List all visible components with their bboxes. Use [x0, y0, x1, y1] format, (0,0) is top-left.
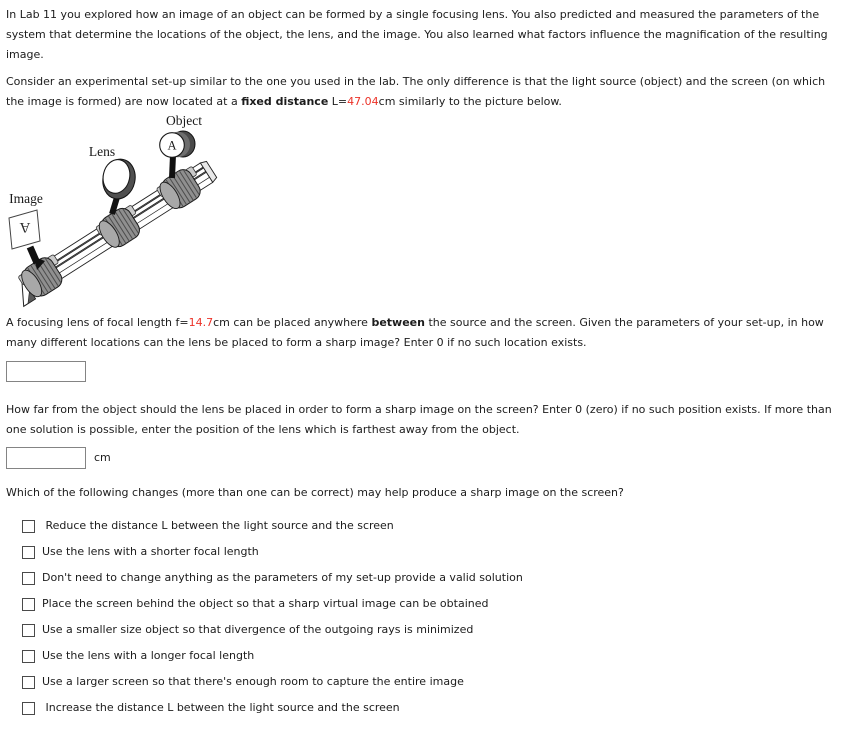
option-row-larger-screen	[22, 669, 842, 695]
checkbox-no-change[interactable]	[22, 572, 35, 585]
option-row-smaller-object	[22, 617, 842, 643]
options-list	[6, 513, 842, 721]
checkbox-reduce-L[interactable]	[22, 520, 35, 533]
figure-label-image: Image	[9, 191, 43, 206]
q1-text-pre: A focusing lens of focal length f=	[6, 316, 189, 329]
option-row-reduce-L	[22, 513, 842, 539]
optical-bench-svg	[6, 108, 236, 308]
option-row-screen-behind	[22, 591, 842, 617]
checkbox-shorter-focal[interactable]	[22, 546, 35, 559]
q1-text-mid: cm can be placed anywhere	[213, 316, 372, 329]
unit-label: cm	[94, 451, 111, 464]
checkbox-larger-screen[interactable]	[22, 676, 35, 689]
image-screen	[9, 210, 45, 270]
option-label: Use a larger screen so that there's enough room to capture the entire image	[42, 675, 464, 688]
setup-text-post: cm similarly to the picture below.	[378, 95, 562, 108]
image-letter: A	[19, 219, 31, 235]
option-row-increase-L	[22, 695, 842, 721]
distance-answer-row	[6, 447, 842, 469]
question1-paragraph	[6, 313, 842, 353]
setup-paragraph	[6, 72, 842, 112]
object-letter: A	[167, 138, 177, 153]
option-label: Place the screen behind the object so that a sharp virtual image can be obtained	[42, 597, 489, 610]
option-label: Use the lens with a longer focal length	[42, 649, 255, 662]
fixed-distance-bold: fixed distance	[241, 95, 329, 108]
option-label: Use the lens with a shorter focal length	[42, 545, 259, 558]
q2-text: How far from the object should the lens be placed in order to form a sharp image on the screen? Enter 0 (zero) if no such position exists. If more than one solution is possible, enter the position of the lens which is farthest away from the object.	[6, 403, 832, 436]
checkbox-increase-L[interactable]	[22, 702, 35, 715]
checkbox-screen-behind[interactable]	[22, 598, 35, 611]
focal-length-value: 14.7	[188, 316, 214, 329]
checkbox-longer-focal[interactable]	[22, 650, 35, 663]
figure-label-lens: Lens	[88, 144, 116, 159]
q1-between-bold: between	[371, 316, 425, 329]
option-row-shorter-focal	[22, 539, 842, 565]
option-label: Use a smaller size object so that divergence of the outgoing rays is minimized	[42, 623, 474, 636]
option-label: Increase the distance L between the light source and the screen	[42, 701, 400, 714]
intro-text: In Lab 11 you explored how an image of an object can be formed by a single focusing lens. You also predicted and measured the parameters of the system that determine the locations of the object, the lens, and the image. You also learned what factors influence the magnification of the resulting image.	[6, 8, 828, 61]
distance-L-value: 47.04	[347, 95, 379, 108]
option-row-longer-focal	[22, 643, 842, 669]
figure-label-object: Object	[166, 113, 202, 128]
checkbox-smaller-object[interactable]	[22, 624, 35, 637]
question3-paragraph	[6, 483, 842, 503]
lens-ring	[99, 156, 139, 214]
setup-text-pre: Consider an experimental set-up similar to the one you used in the lab. The only difference is that the light source (object) and the screen (on which the image is formed) are now located at a	[6, 75, 826, 108]
option-row-no-change	[22, 565, 842, 591]
option-label: Don't need to change anything as the parameters of my set-up provide a valid solution	[42, 571, 523, 584]
q1-text-post: the source and the screen. Given the parameters of your set-up, in how many different locations can the lens be placed to form a sharp image? Enter 0 if no such location exists.	[6, 316, 824, 349]
intro-paragraph	[6, 5, 842, 65]
question2-paragraph	[6, 400, 842, 440]
optical-bench-figure	[6, 108, 236, 308]
q3-text: Which of the following changes (more than one can be correct) may help produce a sharp image on the screen?	[6, 486, 624, 499]
option-label: Reduce the distance L between the light source and the screen	[42, 519, 394, 532]
lens-distance-input[interactable]	[6, 447, 86, 469]
setup-text-mid: L=	[328, 95, 348, 108]
locations-count-input[interactable]	[6, 361, 86, 382]
